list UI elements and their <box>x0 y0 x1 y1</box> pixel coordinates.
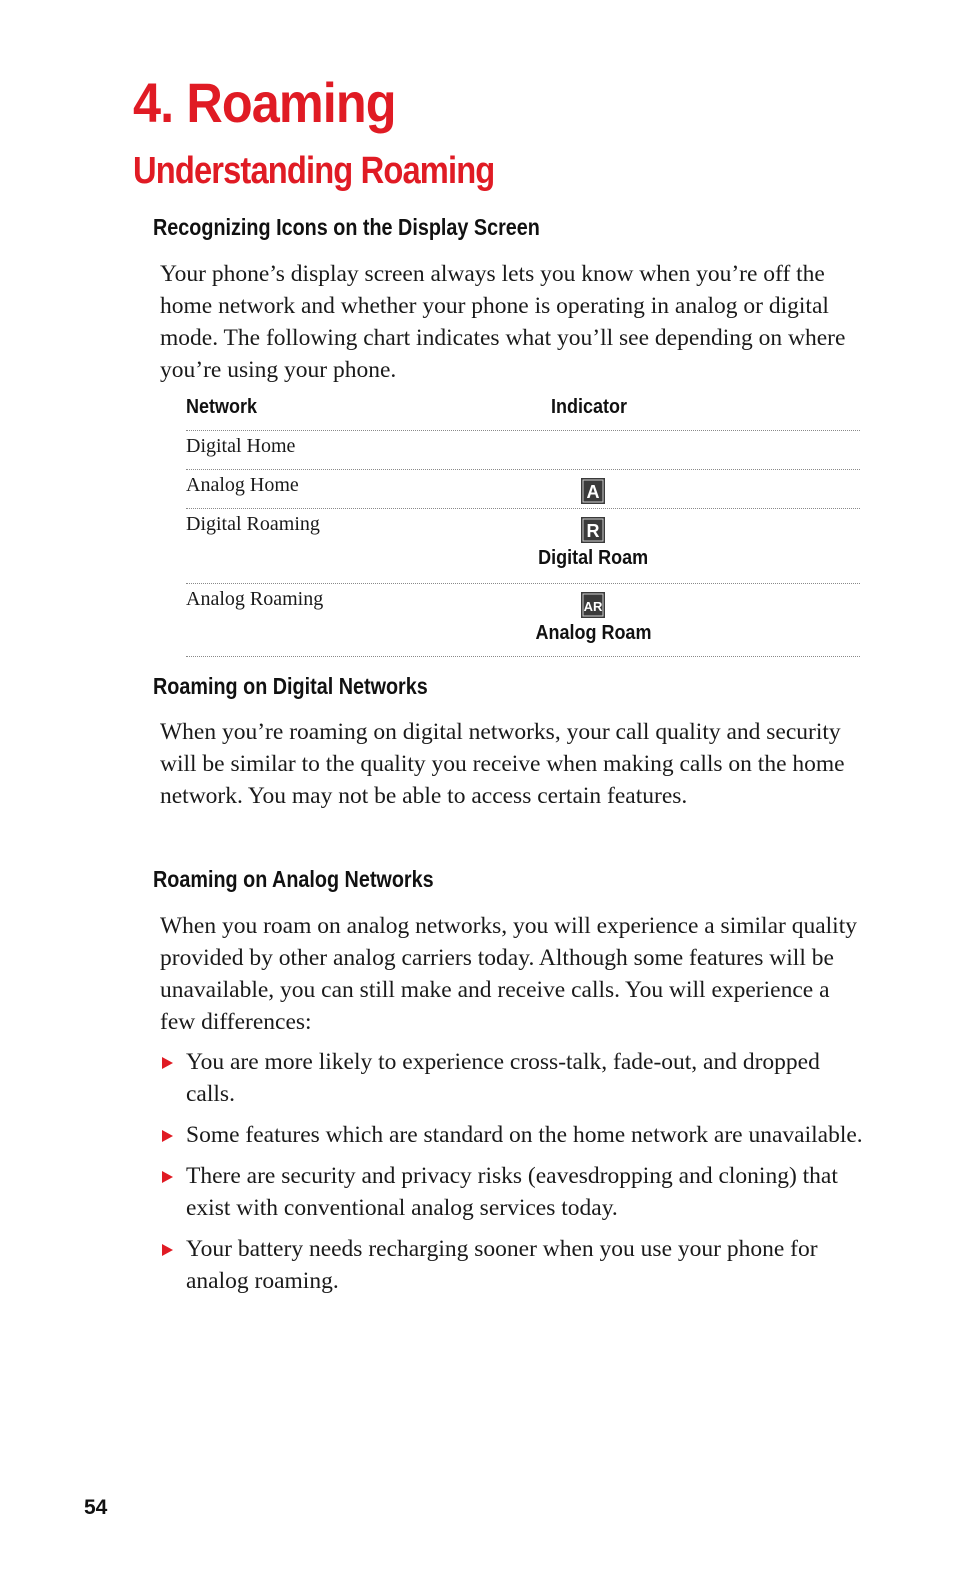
table-row-analog-home <box>186 469 860 508</box>
table-row-analog-roaming <box>186 583 860 657</box>
network-label: Analog Home <box>186 474 299 496</box>
list-item: There are security and privacy risks (eavesdropping and cloning) that exist with conventional analog services today. <box>160 1160 870 1224</box>
analog-roam-caption: Analog Roam <box>535 622 652 644</box>
icons-body: Your phone’s display screen always lets you know when you’re off the home network and whether your phone is operating in analog or digital mode. The following chart indicates what you’ll see depending on where you’re using your phone. <box>160 261 846 383</box>
icons-heading: Recognizing Icons on the Display Screen <box>153 214 540 240</box>
page-number: 54 <box>84 1496 108 1519</box>
list-item: You are more likely to experience cross-talk, fade-out, and dropped calls. <box>160 1046 870 1110</box>
icon-glyph: R <box>586 521 600 541</box>
network-indicator-table <box>186 396 860 657</box>
table-row-digital-roaming <box>186 508 860 583</box>
list-item: Some features which are standard on the home network are unavailable. <box>160 1119 870 1151</box>
icon-glyph: AR <box>583 599 603 614</box>
header-network: Network <box>186 396 258 418</box>
header-indicator: Indicator <box>551 396 628 418</box>
bullet-arrow-icon <box>162 1244 173 1256</box>
section-title: Understanding Roaming <box>133 150 495 192</box>
analog-heading: Roaming on Analog Networks <box>153 866 434 892</box>
analog-differences-list <box>160 1046 870 1306</box>
bullet-arrow-icon <box>162 1130 173 1142</box>
digital-roam-r-icon <box>581 517 605 543</box>
analog-roam-ar-icon <box>581 592 605 618</box>
network-label: Digital Home <box>186 435 296 457</box>
bullet-arrow-icon <box>162 1057 173 1069</box>
analog-home-a-icon <box>581 478 605 504</box>
digital-body: When you’re roaming on digital networks, your call quality and security will be similar to the quality you receive when making calls on the home network. You may not be able to access certain features. <box>160 719 845 809</box>
network-label: Digital Roaming <box>186 513 320 535</box>
digital-heading: Roaming on Digital Networks <box>153 673 428 699</box>
table-header <box>186 396 860 430</box>
analog-body: When you roam on analog networks, you will experience a similar quality provided by other analog carriers today. Although some features will be unavailable, you can still make and receive calls. You will experience a few differences: <box>160 913 857 1035</box>
table-row-digital-home <box>186 430 860 469</box>
digital-roam-caption: Digital Roam <box>538 547 649 569</box>
network-label: Analog Roaming <box>186 588 324 610</box>
list-item: Your battery needs recharging sooner when you use your phone for analog roaming. <box>160 1233 870 1297</box>
chapter-title: 4. Roaming <box>133 71 396 134</box>
bullet-arrow-icon <box>162 1171 173 1183</box>
icon-glyph: A <box>586 482 600 502</box>
